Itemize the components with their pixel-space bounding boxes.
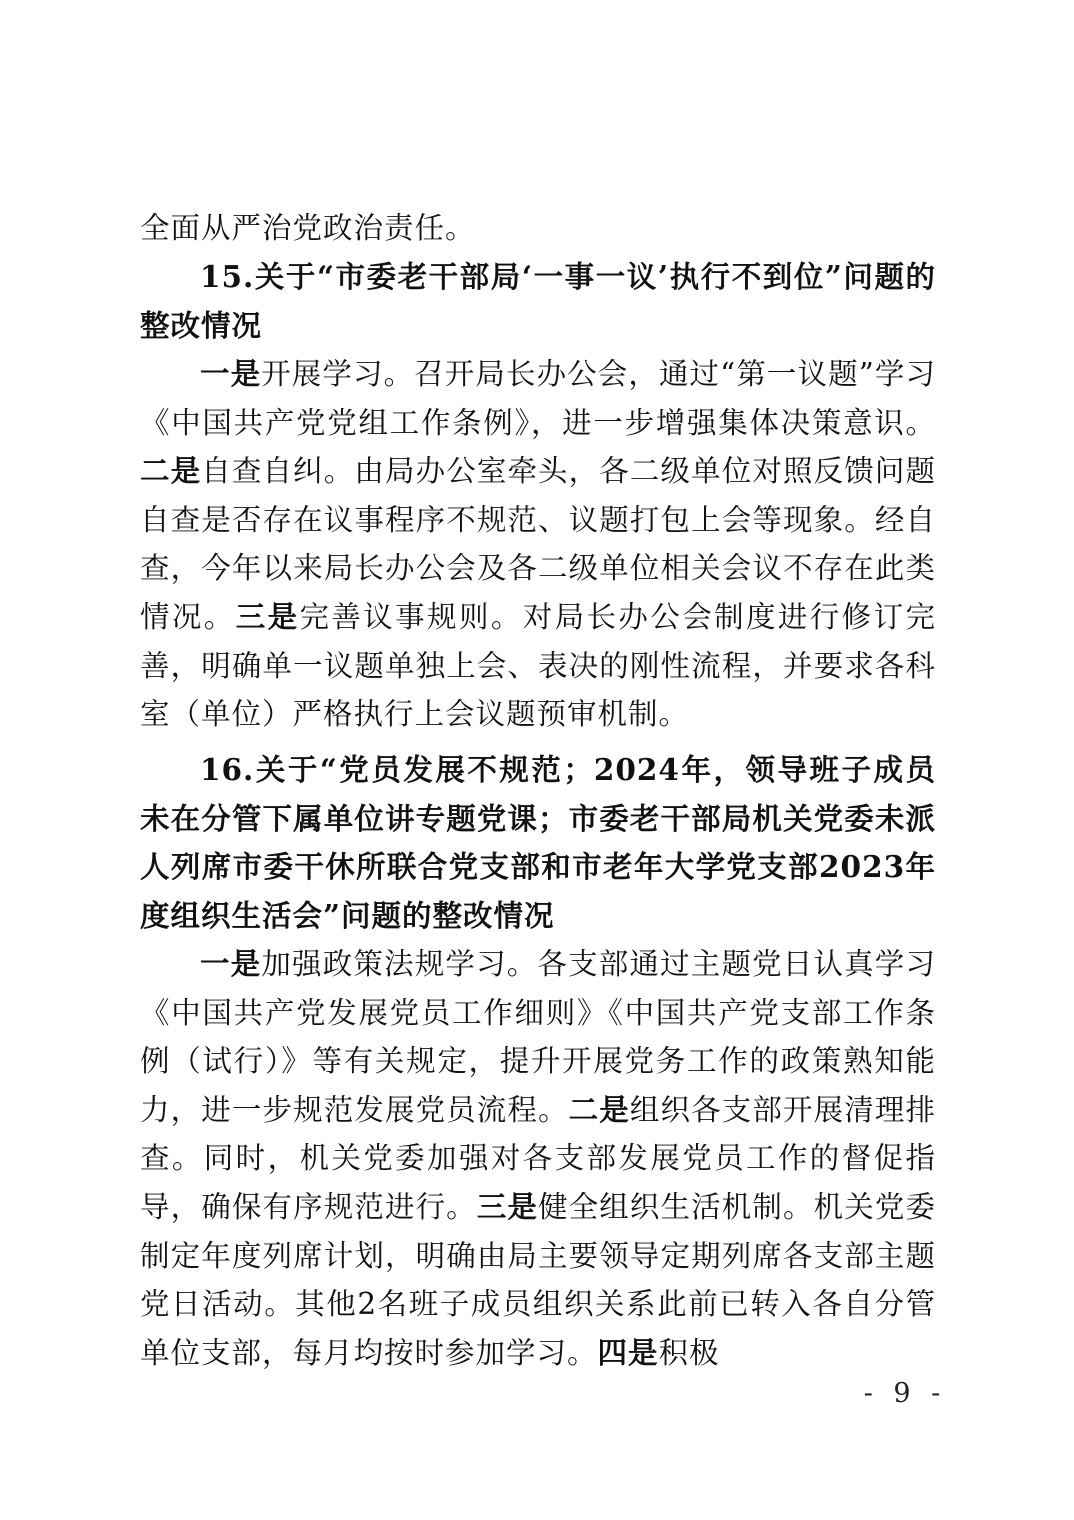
- continuation-paragraph: 全面从严治党政治责任。: [140, 211, 476, 245]
- point-text: 开展学习。召开局长办公会，通过“第一议题”学习《中国共产党党组工作条例》，进一步增强集体决策意识。: [140, 357, 936, 440]
- point-text: 自查自纠。由局办公室牵头，各二级单位对照反馈问题自查是否存在议事程序不规范、议题打包上会等现象。经自查，今年以来局长办公会及各二级单位相关会议不存在此类情况。: [140, 454, 936, 634]
- section-16-heading: 16.关于“党员发展不规范；2024年，领导班子成员未在分管下属单位讲专题党课；市委老干部局机关党委未派人列席市委干休所联合党支部和市老年大学党支部2023年度组织生活会”问题的整改情况: [140, 752, 936, 933]
- point-label: 一是: [200, 356, 262, 391]
- point-label: 三是: [235, 598, 300, 634]
- point-label: 一是: [200, 946, 262, 981]
- point-label: 四是: [597, 1334, 659, 1370]
- point-text: 健全组织生活机制。机关党委制定年度列席计划，明确由局主要领导定期列席各支部主题党日活动。其他2名班子成员组织关系此前已转入各自分管单位支部，每月均按时参加学习。: [140, 1189, 936, 1370]
- page-number: - 9 -: [863, 1378, 947, 1409]
- point-text: 加强政策法规学习。各支部通过主题党日认真学习《中国共产党发展党员工作细则》《中国共产党支部工作条例（试行）》等有关规定，提升开展党务工作的政策熟知能力，进一步规范发展党员流程。: [140, 947, 936, 1127]
- point-label: 二是: [568, 1091, 630, 1127]
- point-text: 完善议事规则。对局长办公会制度进行修订完善，明确单一议题单独上会、表决的刚性流程，并要求各科室（单位）严格执行上会议题预审机制。: [140, 599, 936, 732]
- section-15-heading: 15.关于“市委老干部局‘一事一议’执行不到位”问题的整改情况: [140, 259, 936, 343]
- point-label: 二是: [140, 453, 202, 489]
- section-15-paragraph: [140, 350, 936, 739]
- point-text: 积极: [658, 1335, 720, 1370]
- point-label: 三是: [476, 1188, 539, 1224]
- section-16-paragraph: [140, 940, 936, 1377]
- point-text: 组织各支部开展清理排查。同时，机关党委加强对各支部发展党员工作的督促指导，确保有序规范进行。: [140, 1092, 936, 1224]
